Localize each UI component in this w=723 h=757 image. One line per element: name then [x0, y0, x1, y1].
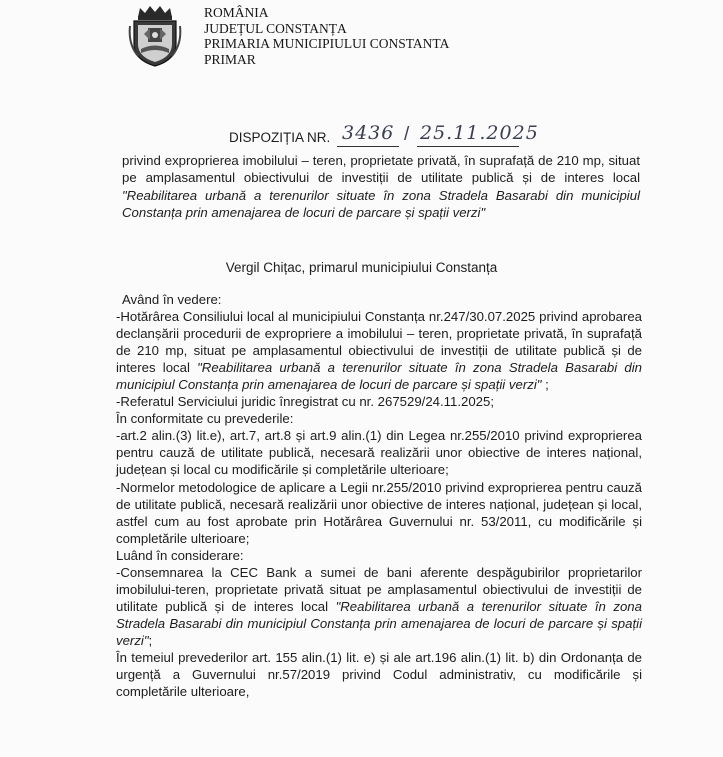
- issuing-official: Vergil Chițac, primarul municipiului Constanța: [225, 260, 498, 275]
- document-body: [116, 291, 642, 700]
- paragraph-temei: În temeiul prevederilor art. 155 alin.(1) lit. e) și ale art.196 alin.(1) lit. b) din Ordonanța de urgență a Guvernului nr.57/2019 privind Codul administrativ, cu modificările și completările ulterioare,: [116, 649, 642, 700]
- handwritten-date: 25.11.2025: [420, 122, 539, 144]
- paragraph-norme: -Normelor metodologice de aplicare a Legii nr.255/2010 privind exproprierea pentru cauză de utilitate publică, necesară realizării unor obiective de interes național, județean și local, astfel cum au fost aprobate prin Hotărârea Guvernului nr. 53/2011, cu modificările și completările ulterioare;: [116, 479, 642, 546]
- paragraph-lege: -art.2 alin.(3) lit.e), art.7, art.8 și art.9 alin.(1) din Legea nr.255/2010 privind exproprierea pentru cauză de utilitate publică, necesară realizării unor obiective de interes național, județean și local cu modificările și completările ulterioare;: [116, 428, 642, 478]
- paragraph-hcl: -Hotărârea Consiliului local al municipiului Constanța nr.247/30.07.2025 privind aprobarea declanșării procedurii de expropriere a imobilului – teren, proprietate privată, în suprafață de 210 mp, situat pe amplasamentul obiectivului de investiții de utilitate publică și de interes local "Reabilitarea urbană a terenurilor situate în zona Stradela Basarabi din municipiul Constanța prin amenajarea de locuri de parcare și spații verzi" ;: [116, 309, 642, 393]
- heading-avand: Având în vedere:: [122, 292, 222, 307]
- handwritten-number: 3436: [342, 122, 395, 144]
- title-label: DISPOZIȚIA NR.: [229, 130, 331, 145]
- header-mayor: PRIMAR: [204, 51, 256, 67]
- project-name: "Reabilitarea urbană a terenurilor situate în zona Stradela Basarabi din municipiul Constanța prin amenajarea de locuri de parcare și spații verzi": [116, 598, 642, 648]
- header-county: JUDEȚUL CONSTANȚA: [204, 20, 347, 36]
- disposition-subject: [122, 152, 640, 222]
- paragraph-referat: -Referatul Serviciului juridic înregistrat cu nr. 267529/24.11.2025;: [116, 394, 495, 410]
- coat-of-arms-icon: [126, 4, 184, 68]
- date-underline: [417, 146, 519, 147]
- header-country: ROMÂNIA: [204, 5, 269, 20]
- header-institution: [204, 5, 449, 67]
- number-underline: [337, 146, 399, 147]
- subject-project-name: "Reabilitarea urbană a terenurilor situate în zona Stradela Basarabi din municipiul Constanța prin amenajarea de locuri de parcare și spații verzi": [122, 187, 640, 221]
- project-name: "Reabilitarea urbană a terenurilor situate în zona Stradela Basarabi din municipiul Constanța prin amenajarea de locuri de parcare și spații verzi": [116, 360, 642, 393]
- heading-luand: Luând în considerare:: [116, 547, 244, 563]
- subject-text: privind exproprierea imobilului – teren, proprietate privată, în suprafață de 210 mp, situat pe amplasamentul obiectivului de investiții de utilitate publică și de interes local: [122, 153, 640, 186]
- heading-conform: În conformitate cu prevederile:: [116, 411, 294, 427]
- header-city-hall: PRIMARIA MUNICIPIULUI CONSTANTA: [204, 36, 450, 51]
- paragraph-consemnare: -Consemnarea la CEC Bank a sumei de bani aferente despăgubirilor proprietarilor imobilului-teren, proprietate privată situat pe amplasamentul obiectivului de investiții de utilitate publică și de interes local "Reabilitarea urbană a terenurilor situate în zona Stradela Basarabi din municipiul Constanța prin amenajarea de locuri de parcare și spații verzi";: [116, 564, 642, 648]
- slash-separator: /: [404, 124, 410, 145]
